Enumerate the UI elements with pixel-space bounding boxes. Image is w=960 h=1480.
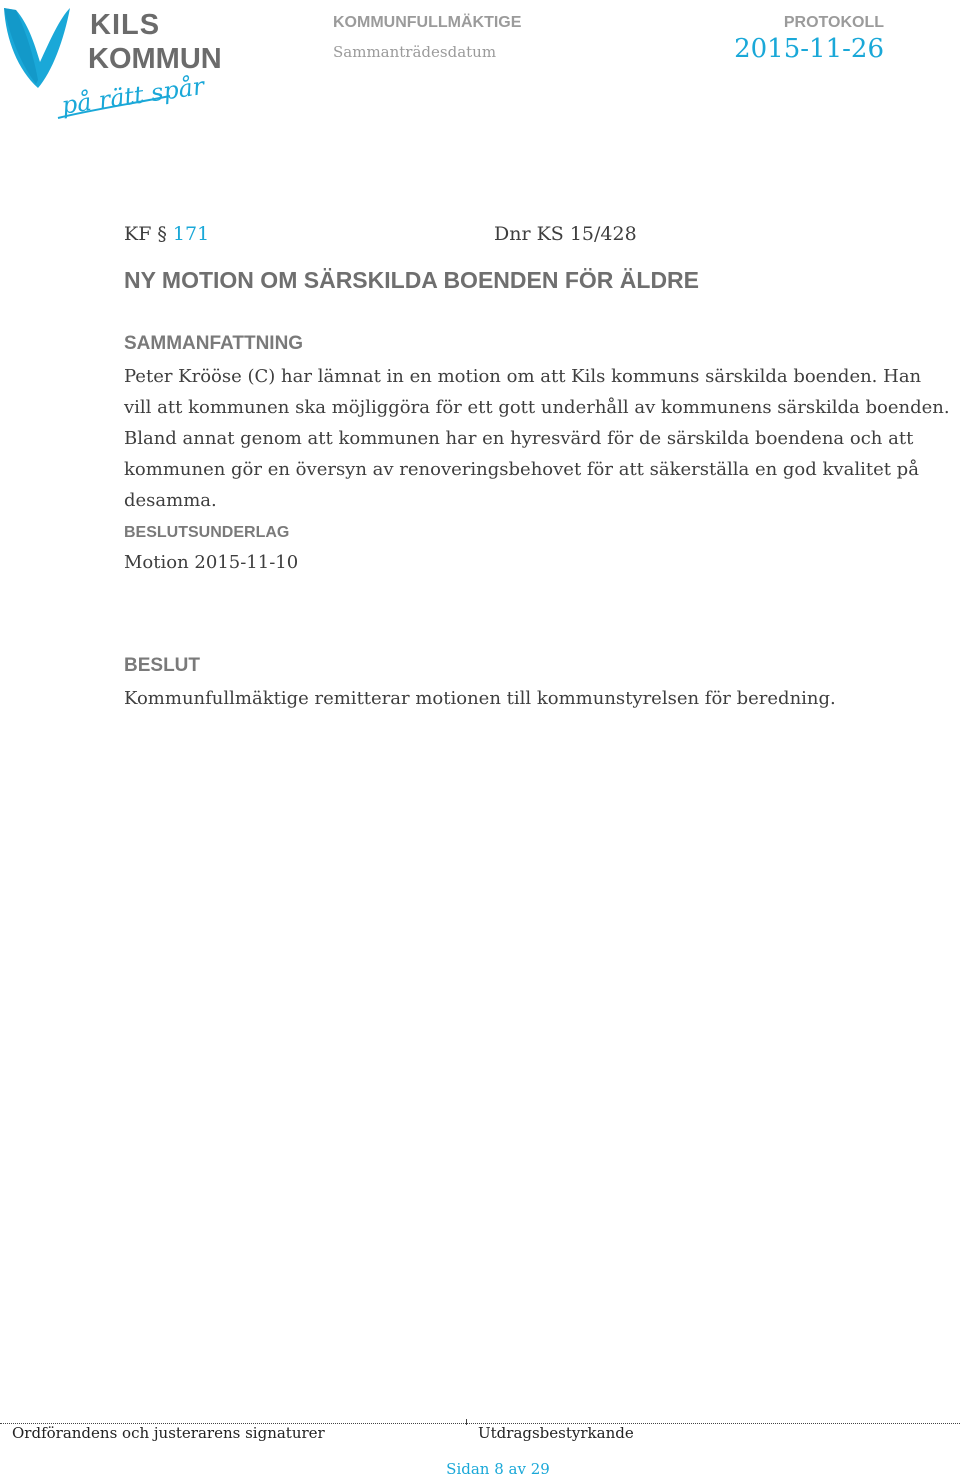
signature-label: Ordförandens och justerarens signaturer xyxy=(12,1424,325,1442)
meeting-date: 2015-11-26 xyxy=(734,34,884,64)
summary-text: Peter Krööse (C) har lämnat in en motion om att Kils kommuns särskilda boenden. Han vill att kommunen ska möjliggöra för ett gott underhåll av kommunens särskilda boenden. Bland annat genom att kommunen har en hyresvärd för de särskilda boendena och att kommunen gör en översyn av renoveringsbehovet för att säkerställa en god kvalitet på desamma. xyxy=(124,366,950,511)
document-type: PROTOKOLL xyxy=(783,14,884,31)
meeting-date-label: Sammanträdesdatum xyxy=(333,43,497,61)
case-prefix: KF § xyxy=(124,223,167,245)
logo-slogan: på rätt spår xyxy=(60,72,206,120)
logo-line2: KOMMUN xyxy=(88,43,222,75)
decision-heading: BESLUT xyxy=(124,655,200,676)
committee-name: KOMMUNFULLMÄKTIGE xyxy=(333,14,522,31)
certification-label: Utdragsbestyrkande xyxy=(478,1424,634,1442)
decision-text: Kommunfullmäktige remitterar motionen till kommunstyrelsen för beredning. xyxy=(124,688,836,709)
logo-line1: KILS xyxy=(90,9,161,41)
page-title: NY MOTION OM SÄRSKILDA BOENDEN FÖR ÄLDRE xyxy=(124,267,700,293)
decision-basis-heading: BESLUTSUNDERLAG xyxy=(124,524,290,541)
diary-number: Dnr KS 15/428 xyxy=(494,223,637,245)
summary-heading: SAMMANFATTNING xyxy=(124,333,304,354)
decision-basis-text: Motion 2015-11-10 xyxy=(124,552,299,573)
page-number: Sidan 8 av 29 xyxy=(446,1460,550,1478)
kils-kommun-logo xyxy=(0,0,240,140)
footer-column-divider xyxy=(466,1419,473,1425)
case-paragraph xyxy=(124,223,209,245)
case-number: 171 xyxy=(172,223,210,245)
